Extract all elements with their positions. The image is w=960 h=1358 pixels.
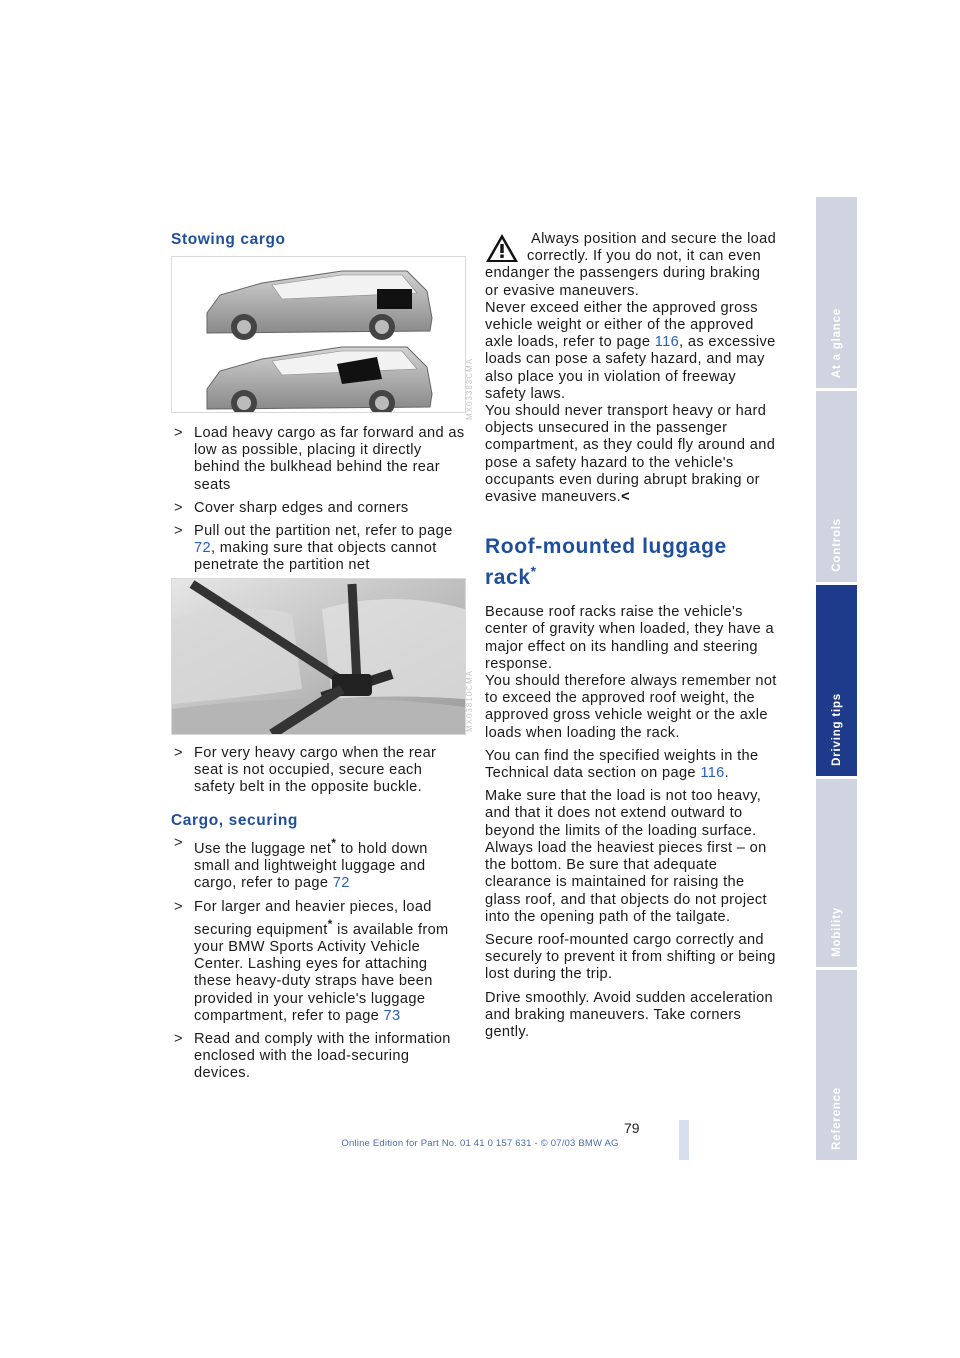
list-item: > For larger and heavier pieces, load securing equipment* is available from your BMW Sports Activity Vehicle Center. Lashing eyes for attaching these heavy-duty straps have been provided in your vehicle's luggage compartment, refer to page 73 bbox=[174, 898, 449, 1024]
page-link-116[interactable]: 116 bbox=[654, 334, 680, 351]
list-item: > For very heavy cargo when the rear seat is not occupied, secure each safety belt in the opposite buckle. bbox=[174, 745, 437, 796]
page-link-72[interactable]: 72 bbox=[194, 540, 211, 557]
list-item: > Use the luggage net* to hold down small and lightweight luggage and cargo, refer to page 72 bbox=[174, 835, 428, 892]
tab-mobility[interactable]: Mobility bbox=[816, 779, 857, 967]
page-link-72[interactable]: 72 bbox=[332, 875, 350, 892]
paragraph: Make sure that the load is not too heavy, and that it does not extend outward to beyond the limits of the loading surface. Always load the heaviest pieces first – on the bottom. Be sure that adequate clearance is maintained for raising the glass roof, and that objects do not project into the opening path of the tailgate. bbox=[485, 788, 767, 925]
warning-icon bbox=[485, 233, 519, 263]
list-item: > Load heavy cargo as far forward and as low as possible, placing it directly behind the bulkhead behind the rear seats bbox=[174, 425, 465, 493]
page-link-73[interactable]: 73 bbox=[383, 1007, 401, 1024]
paragraph: Because roof racks raise the vehicle's center of gravity when loaded, they have a major effect on its handling and steering response. bbox=[485, 604, 774, 672]
section-heading-roof-rack: Roof-mounted luggage rack* bbox=[485, 535, 727, 590]
footer-edition-note: Online Edition for Part No. 01 41 0 157 631 - © 07/03 BMW AG bbox=[341, 1138, 619, 1149]
chapter-tabs bbox=[816, 197, 857, 1160]
section-heading-stowing-cargo: Stowing cargo bbox=[171, 231, 286, 248]
left-column-bullets-1 bbox=[171, 425, 467, 575]
list-item: > Pull out the partition net, refer to page 72, making sure that objects cannot penetrate the partition net bbox=[174, 523, 453, 574]
paragraph: You should therefore always remember not to exceed the approved roof weight, the approved gross vehicle weight or the axle loads when loading the rack. bbox=[485, 673, 777, 741]
paragraph: You can find the specified weights in the Technical data section on page 116. bbox=[485, 747, 759, 782]
tab-driving-tips[interactable]: Driving tips bbox=[816, 585, 857, 776]
left-column bbox=[171, 231, 467, 248]
paragraph: Secure roof-mounted cargo correctly and securely to prevent it from shifting or being lost during the trip. bbox=[485, 931, 776, 983]
figure-code: MX03810CMA bbox=[465, 670, 474, 733]
seatbelt-photo bbox=[171, 578, 466, 735]
end-mark: < bbox=[621, 489, 630, 506]
seatbelt-buckle-image bbox=[172, 579, 465, 734]
page-number: 79 bbox=[624, 1120, 640, 1136]
page-link-116[interactable]: 116 bbox=[700, 765, 725, 782]
section-heading-cargo-securing: Cargo, securing bbox=[171, 812, 298, 829]
paragraph: Drive smoothly. Avoid sudden acceleration and braking maneuvers. Take corners gently. bbox=[485, 989, 773, 1040]
list-item: > Cover sharp edges and corners bbox=[174, 499, 409, 516]
cargo-securing-section bbox=[171, 812, 467, 1083]
tab-at-a-glance[interactable]: At a glance bbox=[816, 197, 857, 388]
tab-controls[interactable]: Controls bbox=[816, 391, 857, 582]
suv-cargo-diagram bbox=[172, 257, 465, 412]
right-column bbox=[485, 231, 777, 1041]
figure-code: MX03383CMA bbox=[465, 358, 474, 421]
list-item: > Read and comply with the information enclosed with the load-securing devices. bbox=[174, 1030, 451, 1082]
cargo-illustration bbox=[171, 256, 466, 413]
tab-reference[interactable]: Reference bbox=[816, 970, 857, 1160]
left-column-bullet-after-fig2 bbox=[171, 745, 467, 797]
warning-block: Always position and secure the load correctly. If you do not, it can even endanger the passengers during braking or evasive maneuvers. Never exceed either the approved gross vehicle weight or either of the approved axle loads, refer to page 116, as excessive loads can pose a safety hazard, and may also place you in violation of freeway safety laws. You should never transport heavy or hard objects unsecured in the passenger compartment, as they could fly around and pose a safety hazard to the vehicle's occupants even during abrupt braking or evasive maneuvers.< bbox=[485, 231, 777, 506]
